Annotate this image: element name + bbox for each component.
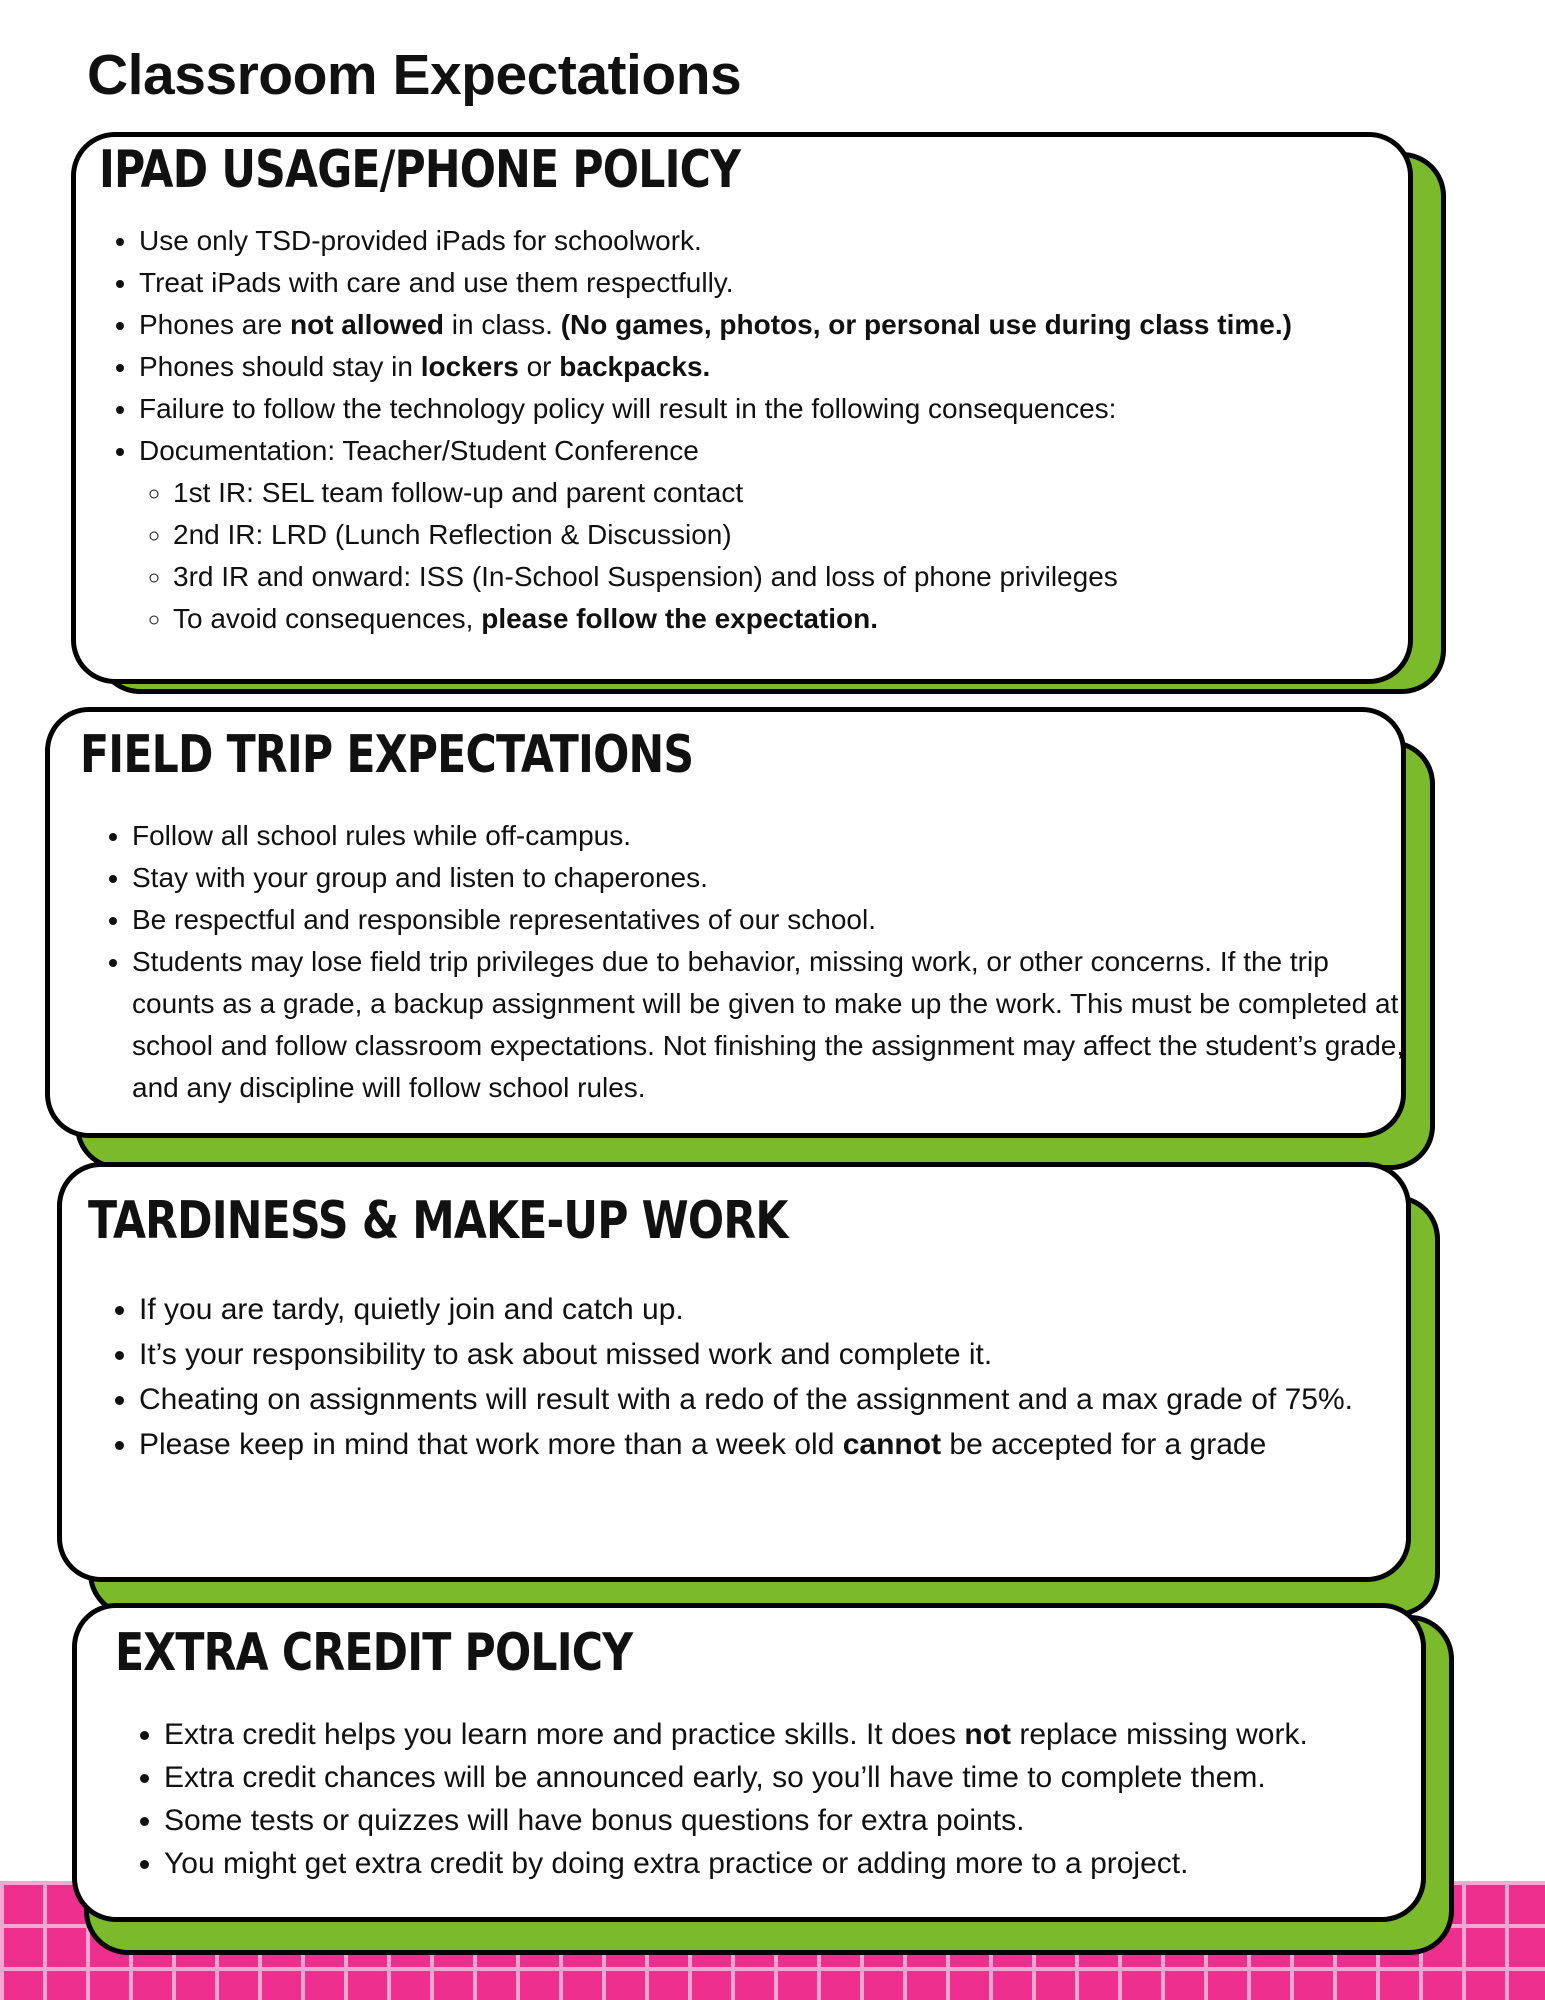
text: 3rd IR and onward: ISS (In-School Suspension) and loss of phone privileges: [173, 561, 1118, 592]
list-item: [132, 941, 1412, 1109]
list-item: [164, 1713, 1454, 1756]
bold-text: please follow the expectation.: [481, 603, 878, 634]
text: 1st IR: SEL team follow-up and parent contact: [173, 477, 744, 508]
text: Treat iPads with care and use them respectfully.: [139, 267, 734, 298]
text: 2nd IR: LRD (Lunch Reflection & Discussion): [173, 519, 732, 550]
list-item: [139, 346, 1429, 388]
section-heading: IPAD USAGE/PHONE POLICY: [99, 140, 741, 200]
list-item: [132, 815, 1412, 857]
text: To avoid consequences,: [173, 603, 482, 634]
section-heading: FIELD TRIP EXPECTATIONS: [80, 725, 694, 785]
bold-text: cannot: [842, 1428, 942, 1461]
bullet-list: [98, 815, 1412, 1109]
list-item: [173, 598, 1429, 640]
list-item: [139, 1377, 1409, 1422]
sub-list: [139, 472, 1429, 640]
text: be accepted for a grade: [941, 1428, 1267, 1461]
list-item: [173, 556, 1429, 598]
list-item: [173, 514, 1429, 556]
bold-text: backpacks.: [559, 351, 711, 382]
text: Stay with your group and listen to chaperones.: [132, 862, 708, 893]
text: Please keep in mind that work more than a week old: [139, 1428, 843, 1461]
text: Phones are: [139, 309, 290, 340]
list-item: [164, 1799, 1454, 1842]
list-item: [173, 472, 1429, 514]
list-item: [139, 388, 1429, 430]
text: replace missing work.: [1011, 1718, 1308, 1751]
text: Cheating on assignments will result with a redo of the assignment and a max grade of 75%.: [139, 1383, 1354, 1416]
text: You might get extra credit by doing extra practice or adding more to a project.: [164, 1847, 1189, 1880]
section-heading: EXTRA CREDIT POLICY: [115, 1623, 633, 1683]
text: or: [518, 351, 560, 382]
bullet-list: [130, 1713, 1454, 1885]
list-item: [139, 1422, 1409, 1467]
text: in class.: [444, 309, 561, 340]
text: Students may lose field trip privileges due to behavior, missing work, or other concerns. If the trip counts as a grade, a backup assignment will be given to make up the work. This must be completed at school and follow classroom expectations. Not finishing the assignment may affect the student’s grade, and any discipline will follow school rules.: [132, 946, 1405, 1103]
bold-text: (No games, photos, or personal use during class time.): [560, 309, 1292, 340]
list-item: [164, 1842, 1454, 1885]
text: Phones should stay in: [139, 351, 421, 382]
text: Use only TSD-provided iPads for schoolwork.: [139, 225, 702, 256]
text: Extra credit helps you learn more and practice skills. It does: [164, 1718, 965, 1751]
bullet-list: [105, 220, 1429, 640]
list-item: [132, 899, 1412, 941]
list-item: [132, 857, 1412, 899]
page-title: Classroom Expectations: [87, 43, 742, 107]
text: If you are tardy, quietly join and catch up.: [139, 1293, 684, 1326]
text: Some tests or quizzes will have bonus questions for extra points.: [164, 1804, 1025, 1837]
text: Follow all school rules while off-campus.: [132, 820, 632, 851]
bullet-list: [105, 1287, 1409, 1467]
bold-text: not: [964, 1718, 1012, 1751]
list-item: [139, 262, 1429, 304]
text: Extra credit chances will be announced early, so you’ll have time to complete them.: [164, 1761, 1266, 1794]
text: Failure to follow the technology policy will result in the following consequences:: [139, 393, 1117, 424]
bold-text: lockers: [420, 351, 519, 382]
text: Documentation: Teacher/Student Conference: [139, 435, 699, 466]
section-heading: TARDINESS & MAKE-UP WORK: [88, 1191, 788, 1251]
text: Be respectful and responsible representatives of our school.: [132, 904, 876, 935]
bold-text: not allowed: [290, 309, 444, 340]
list-item: [139, 220, 1429, 262]
list-item: [139, 1332, 1409, 1377]
list-item: [139, 304, 1429, 346]
text: It’s your responsibility to ask about missed work and complete it.: [139, 1338, 993, 1371]
list-item: [164, 1756, 1454, 1799]
list-item: [139, 1287, 1409, 1332]
list-item: [139, 430, 1429, 640]
